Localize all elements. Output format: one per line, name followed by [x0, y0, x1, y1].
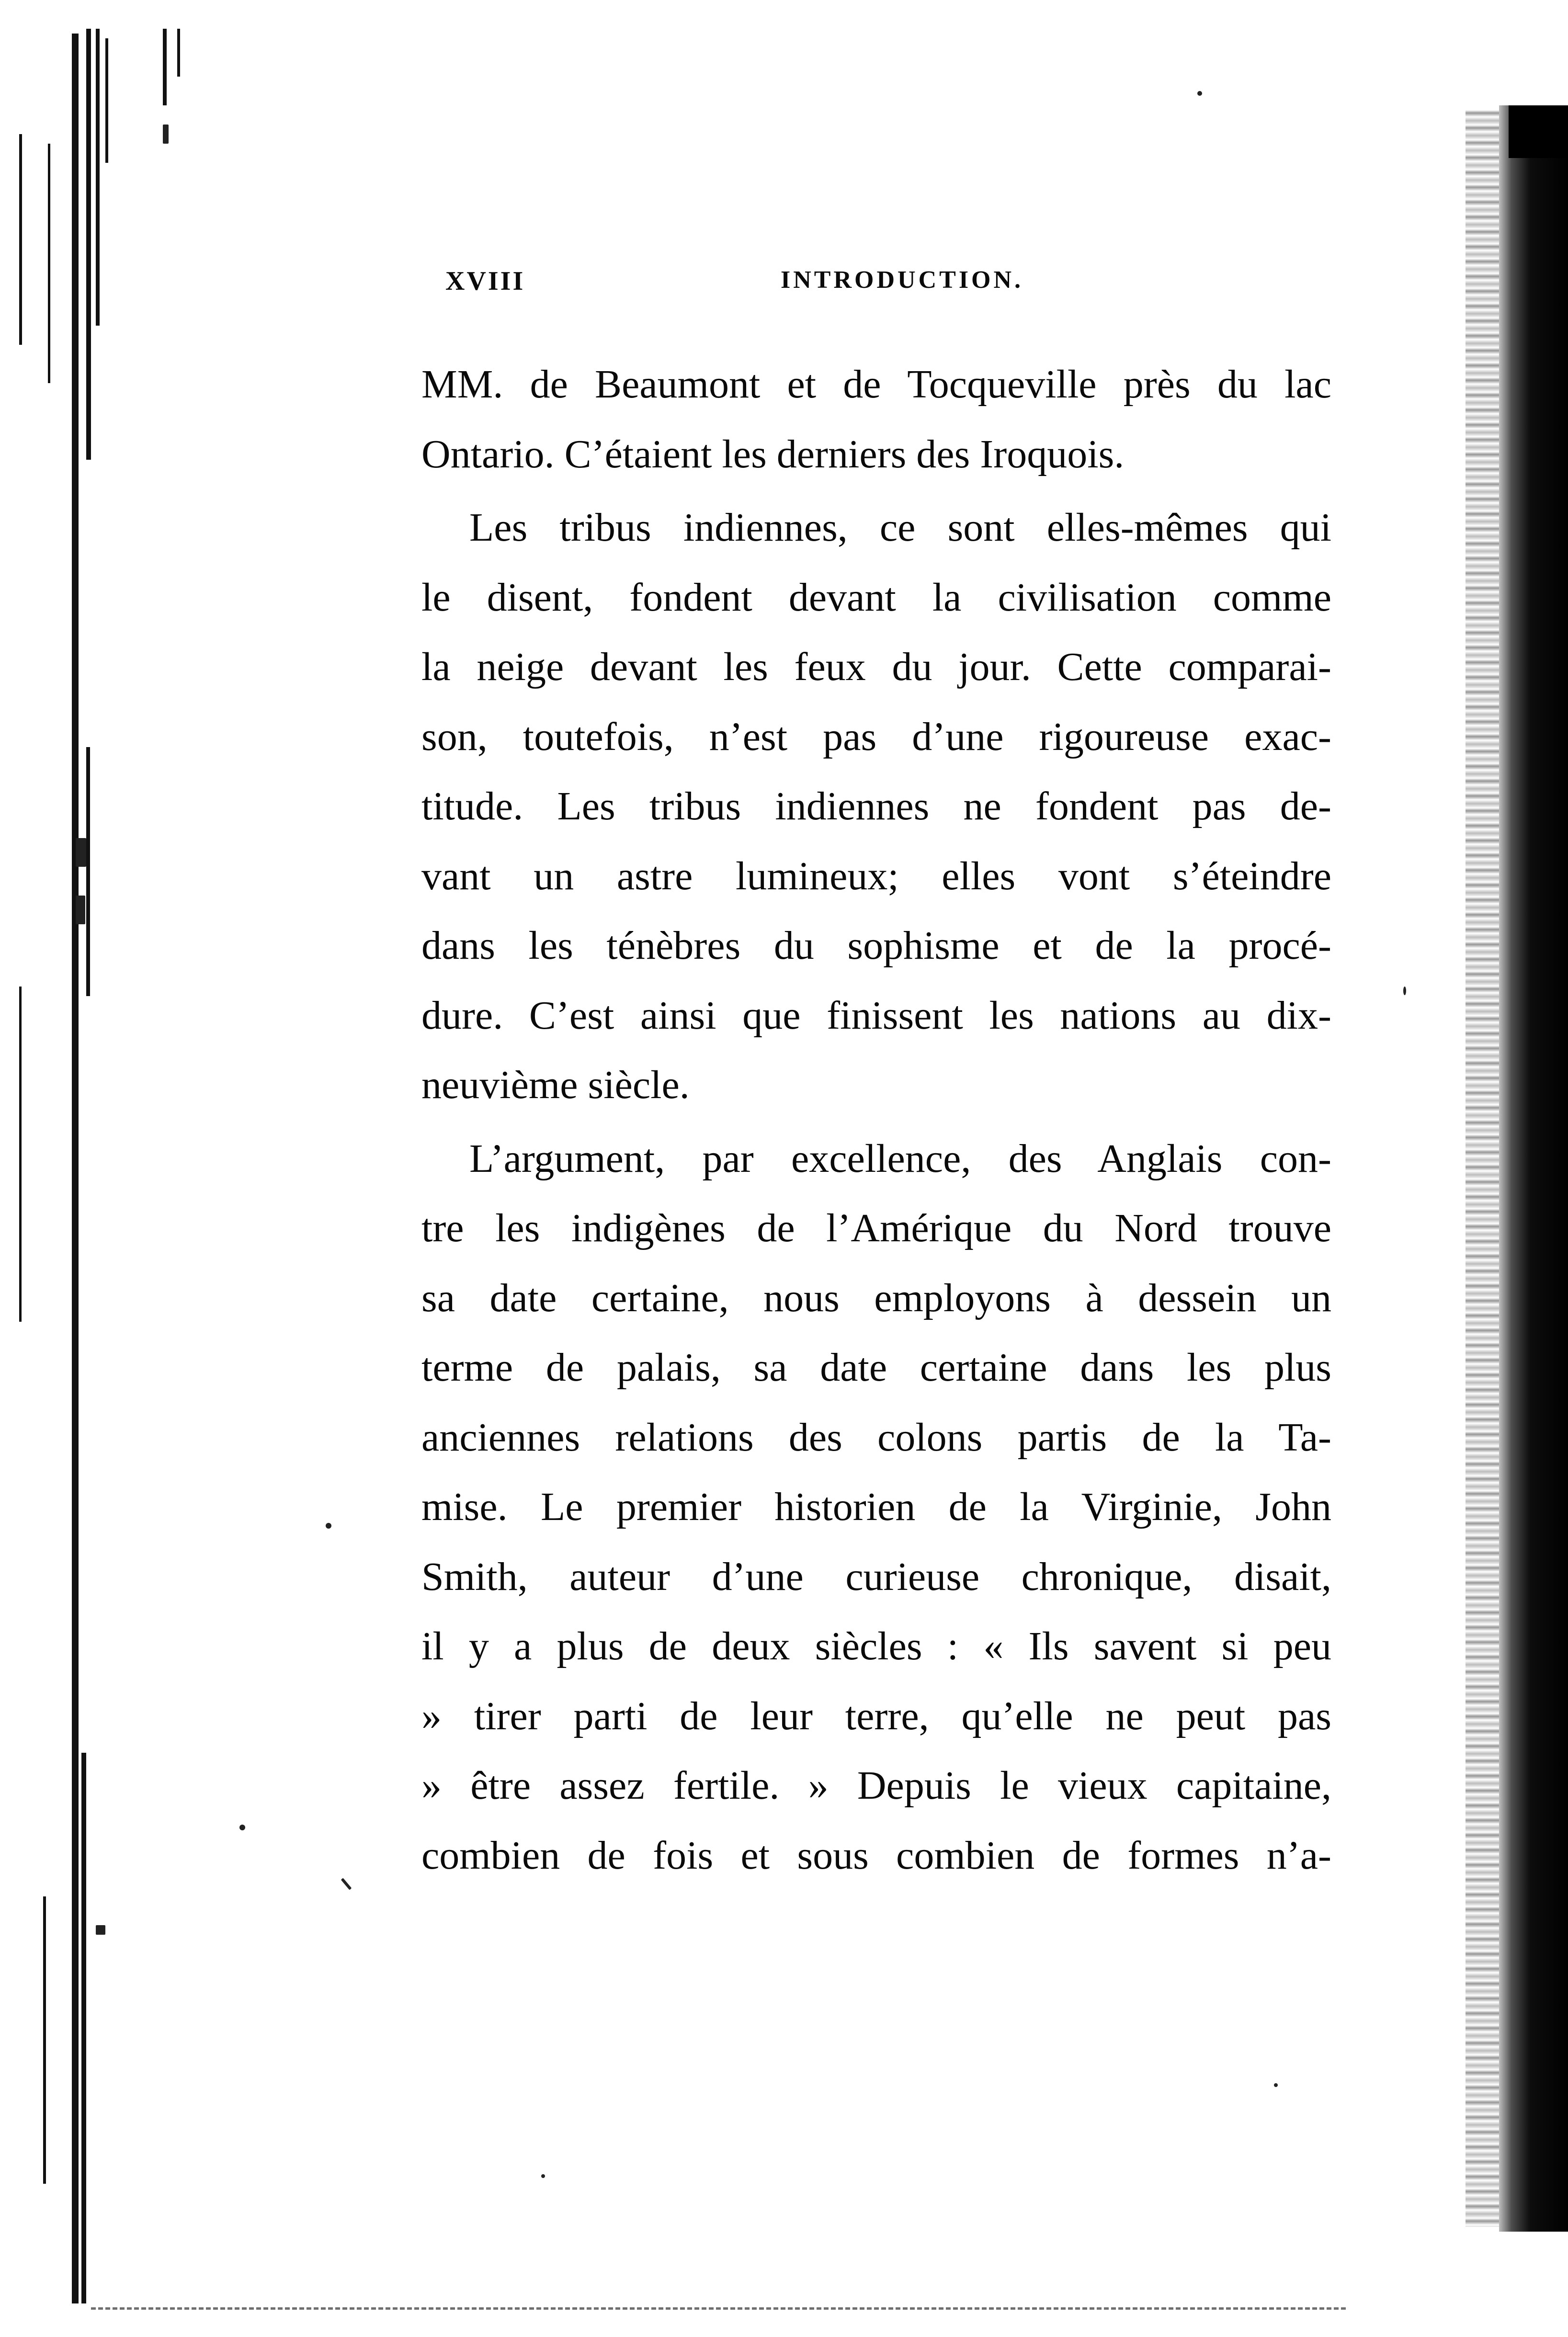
- binding-bar: [19, 987, 22, 1322]
- binding-bar: [86, 747, 90, 996]
- text-line: neuvième siècle.: [421, 1063, 690, 1107]
- text-line: Ontario. C’étaient les derniers des Iroquois.: [421, 431, 1125, 476]
- text-line: combien de fois et sous combien de formes n’a-: [421, 1833, 1331, 1878]
- text-line: sa date certaine, nous employons à dessein un: [421, 1275, 1331, 1320]
- binding-bar: [81, 1753, 86, 2303]
- binding-mark: [76, 896, 85, 924]
- binding-bar: [43, 1896, 46, 2184]
- binding-mark: [76, 838, 86, 867]
- text-line: » tirer parti de leur terre, qu’elle ne peut pas: [421, 1693, 1331, 1738]
- text-line: dure. C’est ainsi que finissent les nations au dix-: [421, 993, 1331, 1038]
- scan-speck: [239, 1825, 245, 1830]
- binding-bar: [177, 29, 180, 77]
- text-line: L’argument, par excellence, des Anglais con-: [469, 1136, 1331, 1181]
- scan-speck: [326, 1523, 331, 1529]
- running-head: [445, 266, 1030, 309]
- page-edge-dark: [1499, 105, 1568, 2232]
- scan-speck: [1197, 91, 1202, 96]
- binding-bar: [163, 29, 167, 105]
- scan-speck: [341, 1878, 352, 1890]
- binding-bar: [96, 29, 100, 326]
- binding-mark: [163, 125, 169, 144]
- binding-bar: [19, 134, 22, 345]
- running-title: INTRODUCTION.: [781, 266, 1024, 294]
- text-line: MM. de Beaumont et de Tocqueville près du lac: [421, 362, 1331, 407]
- text-line: la neige devant les feux du jour. Cette comparai-: [421, 645, 1331, 689]
- text-line: le disent, fondent devant la civilisation comme: [421, 575, 1331, 620]
- text-line: vant un astre lumineux; elles vont s’éteindre: [421, 853, 1331, 898]
- binding-bar: [105, 38, 108, 163]
- binding-bar: [86, 29, 91, 460]
- binding-bar: [48, 144, 50, 383]
- binding-mark: [96, 1925, 105, 1935]
- text-line: il y a plus de deux siècles : « Ils savent si peu: [421, 1624, 1331, 1668]
- text-line: anciennes relations des colons partis de la Ta-: [421, 1415, 1331, 1460]
- text-line: dans les ténèbres du sophisme et de la procé-: [421, 923, 1331, 968]
- text-line: Les tribus indiennes, ce sont elles-mêmes qui: [469, 505, 1331, 550]
- page-number: XVIII: [445, 266, 525, 296]
- scan-speck: [541, 2174, 545, 2178]
- text-line: » être assez fertile. » Depuis le vieux capitaine,: [421, 1763, 1331, 1808]
- text-line: terme de palais, sa date certaine dans les plus: [421, 1345, 1331, 1390]
- scan-speck: [1403, 987, 1406, 995]
- binding-edge: [19, 29, 120, 2318]
- scan-speck: [1274, 2083, 1278, 2087]
- page-edge-dark: [1509, 105, 1568, 158]
- body-text: [421, 350, 1331, 1890]
- binding-bar: [72, 34, 79, 2303]
- text-line: tre les indigènes de l’Amérique du Nord trouve: [421, 1206, 1331, 1250]
- text-line: son, toutefois, n’est pas d’une rigoureuse exac-: [421, 714, 1331, 759]
- text-line: titude. Les tribus indiennes ne fondent pas de-: [421, 784, 1331, 828]
- page-bottom-edge: [91, 2307, 1346, 2310]
- text-line: mise. Le premier historien de la Virginie, John: [421, 1485, 1331, 1529]
- text-line: Smith, auteur d’une curieuse chronique, disait,: [421, 1554, 1331, 1599]
